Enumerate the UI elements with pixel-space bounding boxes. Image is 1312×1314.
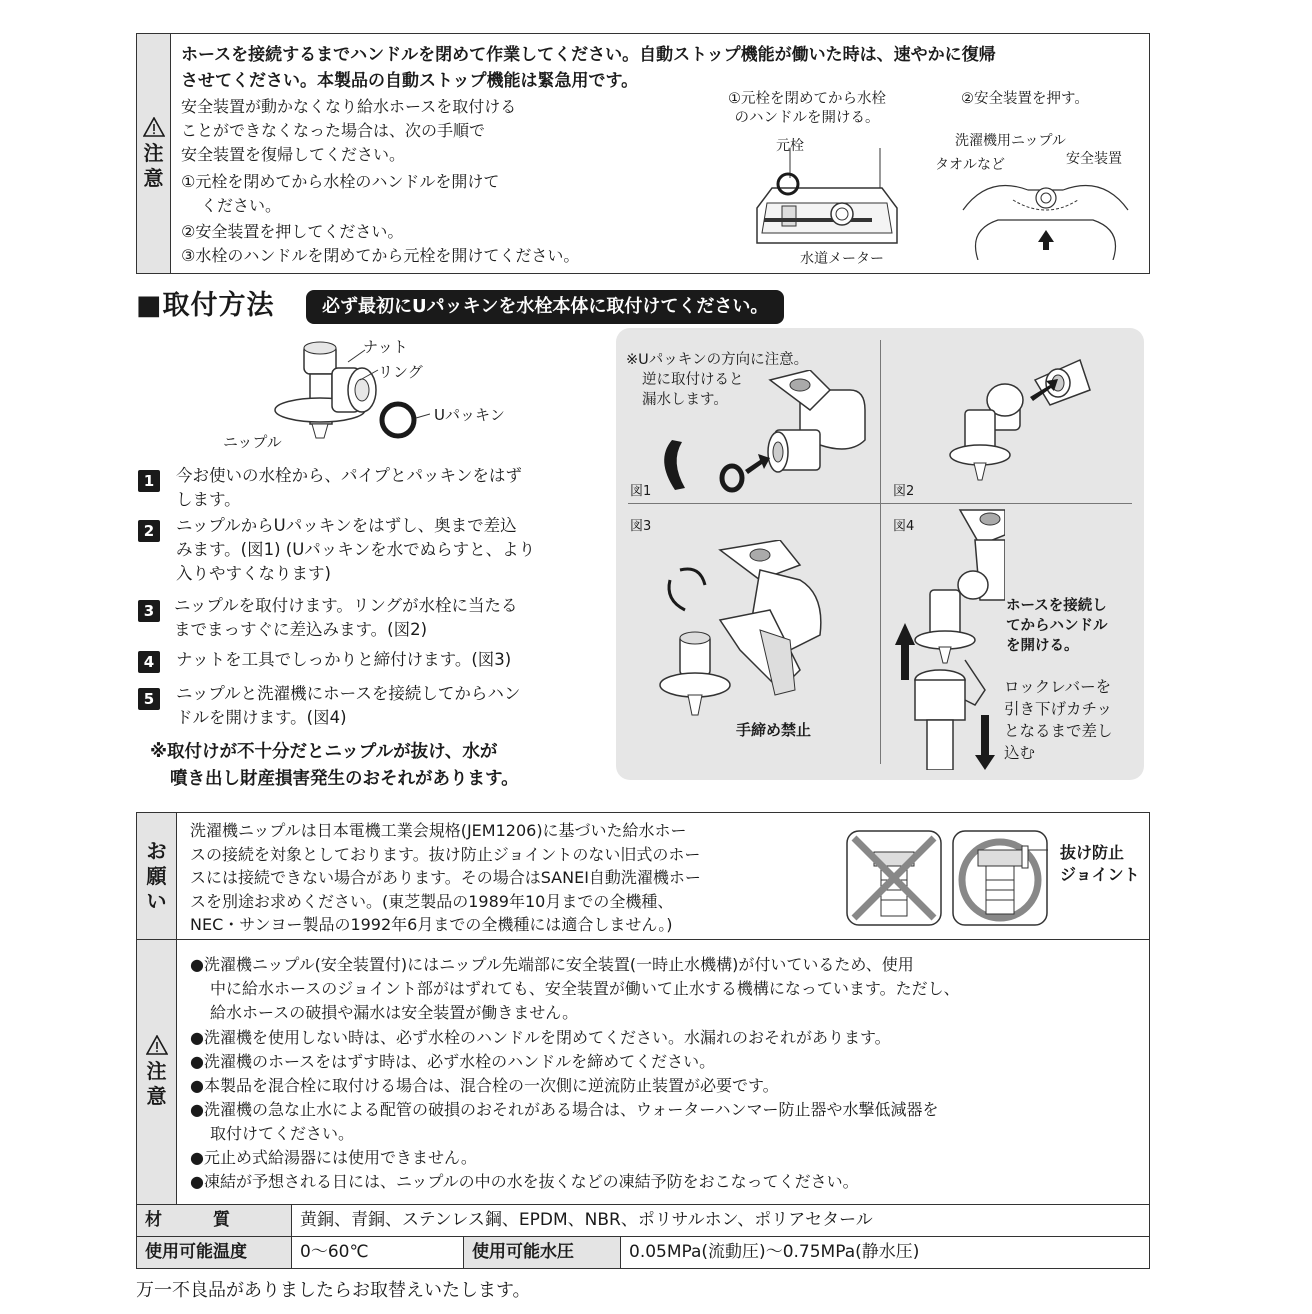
joint-label: 抜け防止 ジョイント [1060,843,1140,884]
fig-b-caption: ②安全装置を押す。 [961,91,1089,107]
fig-b-label-nipple: 洗濯機用ニップル [955,133,1066,149]
fig3-wrench-illustration [650,540,840,725]
fig-a-label-meter: 水道メーター [800,251,884,267]
fig2-label: 図2 [893,484,915,499]
step-number: 5 [138,688,160,710]
caution-step-3: ③水栓のハンドルを閉めてから元栓を開けてください。 [181,246,580,265]
spec-material-label: 材 質 [136,1204,292,1237]
fig1-note: ※Uパッキンの方向に注意。 逆に取付けると 漏水します。 [626,352,809,408]
side-char: 意 [146,1084,167,1108]
install-banner: 必ず最初にUパッキンを水栓本体に取付けてください。 [306,290,784,324]
fig2-illustration [940,355,1100,495]
meter-box-illustration [752,148,902,248]
warning-triangle-icon [146,1035,168,1055]
spec-temp-value: 0～60℃ [291,1236,464,1269]
caution-body: 安全装置が動かなくなり給水ホースを取付ける ことができなくなった場合は、次の手順で 安全装置を復帰してください。 [181,97,517,164]
caution-item: ●洗濯機ニップル(安全装置付)にはニップル先端部に安全装置(一時止水機構)が付いているため、使用 中に給水ホースのジョイント部がはずれても、安全装置が働いて止水する機構になっています。ただし、 給水ホースの破損や漏水は安全装置が働きません。 [190,955,960,1022]
spec-pressure-value: 0.05MPa(流動圧)～0.75MPa(静水圧) [620,1236,1150,1269]
fig4-hose-illustration [885,505,1005,770]
fig1-label: 図1 [630,484,652,499]
warning-triangle-icon [143,117,165,137]
step-text: ナットを工具でしっかりと締付けます。(図3) [176,650,512,669]
caution-step-2: ②安全装置を押してください。 [181,222,404,241]
step-number: 1 [138,470,160,492]
fig-a-label-motosen: 元栓 [776,138,804,154]
step-number: 4 [138,651,160,673]
step-text: ニップルと洗濯機にホースを接続してからハン ドルを開けます。(図4) [176,684,521,727]
fig1-faucet-illustration [650,370,875,495]
caution2-side-label [137,940,177,1204]
step-text: ニップルを取付けます。リングが水栓に当たる までまっすぐに差込みます。(図2) [174,596,518,639]
caution-item: ●本製品を混合栓に取付ける場合は、混合栓の一次側に逆流防止装置が必要です。 [190,1076,779,1095]
spec-pressure-label: 使用可能水圧 [463,1236,621,1269]
step-number: 2 [138,520,160,542]
part-label-nut: ナット [363,338,408,356]
part-label-nipple: ニップル [223,433,282,451]
panel-divider-h [628,503,1132,504]
fig-b-label-safety: 安全装置 [1066,151,1122,167]
side-char: 願 [146,863,167,888]
side-char: 注 [146,1059,167,1083]
old-hose-prohibited-icon [846,830,942,926]
caution-side-label [137,34,171,273]
install-warning: ※取付けが不十分だとニップルが抜け、水が 噴き出し財産損害発生のおそれがあります。 [150,742,519,789]
request-text: 洗濯機ニップルは日本電機工業会規格(JEM1206)に基づいた給水ホー スの接続を対象としております。抜け防止ジョイントのない旧式のホー スには接続できない場合があります。その場合はSANEI自動洗濯機ホー スを別途お求めください。(東芝製品の1989年10月までの全機種、 NEC・サンヨー製品の1992年6月までの全機種には適合しません。) [190,821,701,934]
side-char: 意 [143,165,164,190]
caution-item: ●洗濯機の急な止水による配管の破損のおそれがある場合は、ウォーターハンマー防止器や水撃低減器を 取付けてください。 [190,1100,939,1143]
caution-item: ●凍結が予想される日には、ニップルの中の水を抜くなどの凍結予防をおこなってください。 [190,1172,859,1191]
step-text: 今お使いの水栓から、パイプとパッキンをはず します。 [176,466,522,509]
install-title: ■取付方法 [136,290,275,321]
joint-hose-ok-icon [952,830,1048,926]
spec-temp-label: 使用可能温度 [136,1236,292,1269]
side-char: 注 [143,140,164,165]
caution-step-1: ①元栓を閉めてから水栓のハンドルを開けて ください。 [181,172,500,215]
fig4-note-2: ロックレバーを 引き下げカチッ となるまで差し 込む [1004,678,1113,762]
hands-illustration [958,170,1133,260]
request-side-label [137,813,177,939]
side-char: い [146,888,167,913]
caution-item: ●洗濯機を使用しない時は、必ず水栓のハンドルを閉めてください。水漏れのおそれがあります。 [190,1028,891,1047]
fig-a-caption: ①元栓を閉めてから水栓 のハンドルを開ける。 [728,91,886,126]
panel-divider-v [880,340,881,764]
caution-item: ●元止め式給湯器には使用できません。 [190,1148,477,1167]
fig3-label: 図3 [630,519,652,534]
footer-note: 万一不良品がありましたらお取替えいたします。 [136,1280,531,1301]
fig4-note-1: ホースを接続し てからハンドル を開ける。 [1006,598,1108,654]
caution-item: ●洗濯機のホースをはずす時は、必ず水栓のハンドルを締めてください。 [190,1052,716,1071]
fig3-note: 手締め禁止 [736,721,812,739]
step-number: 3 [138,600,160,622]
fig-b-label-towel: タオルなど [935,157,1005,173]
spec-material-value: 黄銅、青銅、ステンレス鋼、EPDM、NBR、ポリサルホン、ポリアセタール [291,1204,1150,1237]
side-char: お [146,838,167,863]
part-label-ring: リング [378,363,423,381]
fig4-label: 図4 [893,519,915,534]
step-text: ニップルからUパッキンをはずし、奥まで差込 みます。(図1) (Uパッキンを水でぬらすと、より 入りやすくなります) [176,516,536,583]
part-label-upacking: Uパッキン [434,406,505,424]
caution-headline: ホースを接続するまでハンドルを閉めて作業してください。自動ストップ機能が働いた時は、速やかに復帰 させてください。本製品の自動ストップ機能は緊急用です。 [181,45,996,91]
